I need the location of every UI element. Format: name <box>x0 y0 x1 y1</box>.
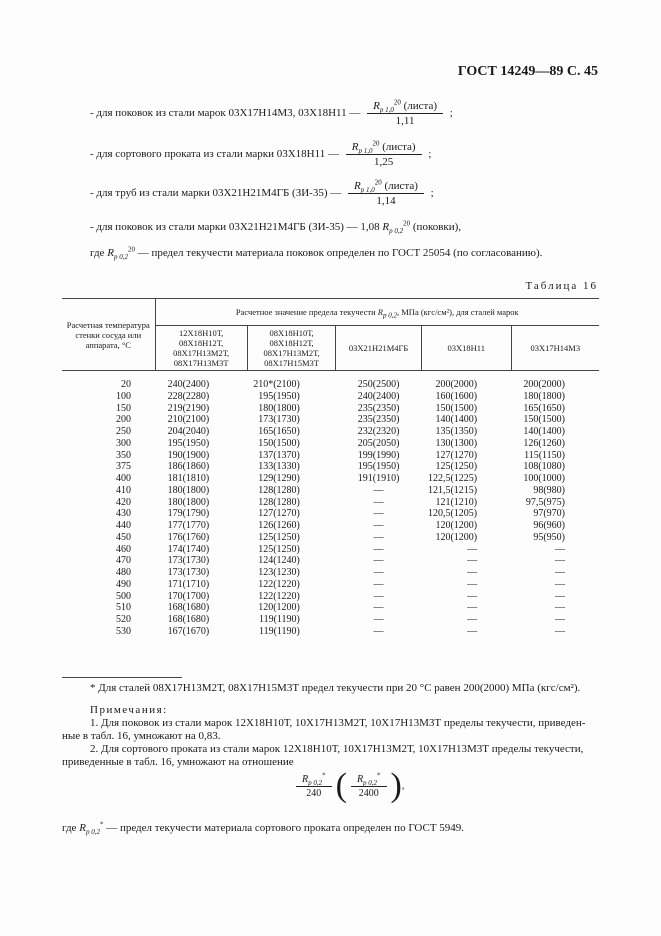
table-row <box>62 473 599 485</box>
temperature-cell: 440 <box>116 520 132 532</box>
table-row <box>62 567 599 579</box>
yield-value-cell: — <box>467 614 478 626</box>
numerator-label: (листа) <box>382 141 416 153</box>
yield-value-cell: 122(1220) <box>258 590 300 602</box>
yield-value-cell: 240(2400) <box>167 379 210 391</box>
table-row <box>62 403 599 415</box>
yield-value-cell: 199(1990) <box>357 449 400 461</box>
notes-title: Примечания: <box>90 704 168 716</box>
note-1-line-2: ные в табл. 16, умножают на 0,83. <box>62 730 221 742</box>
fraction <box>348 180 424 207</box>
fraction <box>367 100 443 127</box>
formula-suffix: (поковки), <box>412 221 462 233</box>
note-2-line-1: 2. Для сортового проката из стали марок 12Х18Н10Т, 10Х17Н13М2Т, 10Х17Н13М3Т пределы текучести, <box>90 743 584 755</box>
table-row <box>62 450 599 462</box>
yield-value-cell: 228(2280) <box>167 390 210 402</box>
fraction <box>351 771 387 799</box>
subscript: p 1,0 <box>360 186 375 195</box>
ratio-suffix: , <box>401 780 405 792</box>
yield-value-cell: 180(1800) <box>167 484 210 496</box>
table-row <box>62 602 599 614</box>
superscript: * <box>99 820 104 829</box>
yield-value-cell: 190(1900) <box>167 449 210 461</box>
yield-value-cell: 232(2320) <box>357 426 400 438</box>
symbol-r: R <box>351 141 359 153</box>
steel-column-header: 03Х21Н21М4ГБ <box>336 326 421 371</box>
table-row <box>62 591 599 603</box>
fraction-denominator: 1,25 <box>374 156 394 168</box>
yield-value-cell: 119(1190) <box>258 614 300 626</box>
yield-value-cell: 126(1260) <box>523 437 565 449</box>
fraction <box>296 771 332 799</box>
where-prefix: где <box>90 247 105 259</box>
yield-value-cell: 127(1270) <box>435 449 478 461</box>
yield-value-cell: — <box>467 602 478 614</box>
page-header: ГОСТ 14249—89 С. 45 <box>457 64 598 79</box>
fraction-denominator: 1,11 <box>395 115 415 127</box>
yield-value-cell: — <box>373 614 384 626</box>
where-text: — предел текучести материала поковок определен по ГОСТ 25054 (по согласованию). <box>137 247 543 259</box>
subscript: p 0,2 <box>389 227 404 236</box>
ratio-formula <box>292 767 405 804</box>
yield-value-cell: 115(1150) <box>524 449 565 461</box>
steel-column-header: 03Х17Н14М3 <box>511 326 599 371</box>
steel-column-header: 03Х18Н11 <box>421 326 511 371</box>
yield-value-cell: 122(1220) <box>258 578 300 590</box>
symbol-r: R <box>356 773 364 785</box>
temperature-cell: 510 <box>116 602 132 614</box>
where-line <box>90 245 543 262</box>
yield-strength-table <box>62 298 599 638</box>
table-body <box>62 371 599 638</box>
yield-value-cell: 130(1300) <box>435 437 478 449</box>
yield-value-cell: 170(1700) <box>167 590 210 602</box>
yield-value-cell: — <box>373 543 384 555</box>
yield-value-cell: 126(1260) <box>258 520 300 532</box>
final-where-line <box>62 820 465 837</box>
yield-value-cell: 123(1230) <box>258 567 300 579</box>
yield-value-cell: — <box>555 543 565 555</box>
table-row <box>62 508 599 520</box>
yield-value-cell: 97(970) <box>533 508 565 520</box>
yield-value-cell: 219(2190) <box>167 402 210 414</box>
yield-value-cell: 165(1650) <box>523 402 565 414</box>
fraction-numerator <box>367 100 443 114</box>
yield-value-cell: 125(1250) <box>258 531 300 543</box>
temperature-cell: 200 <box>116 414 132 426</box>
temperature-cell: 300 <box>116 437 132 449</box>
table-row <box>62 626 599 638</box>
yield-value-cell: 97,5(975) <box>525 496 565 508</box>
temperature-cell: 150 <box>116 402 132 414</box>
yield-value-cell: — <box>467 625 478 637</box>
temperature-cell: 450 <box>116 531 132 543</box>
yield-value-cell: 180(1800) <box>167 496 210 508</box>
yield-value-cell: 205(2050) <box>357 437 400 449</box>
yield-value-cell: 177(1770) <box>167 520 210 532</box>
yield-value-cell: — <box>373 520 384 532</box>
table-row <box>62 544 599 556</box>
formula-prefix: - для сортового проката из стали марки 03Х18Н11 — <box>90 148 339 161</box>
yield-value-cell: — <box>467 578 478 590</box>
yield-value-cell: 128(1280) <box>258 496 300 508</box>
yield-value-cell: 120,5(1205) <box>427 508 478 520</box>
yield-value-cell: — <box>373 602 384 614</box>
yield-value-cell: 181(1810) <box>167 473 210 485</box>
symbol-r: R <box>377 306 383 317</box>
superscript: 20 <box>372 139 380 148</box>
yield-value-cell: — <box>555 625 565 637</box>
temperature-cell: 460 <box>116 543 132 555</box>
yield-value-cell: 129(1290) <box>258 473 300 485</box>
table-row <box>62 438 599 450</box>
yield-value-cell: — <box>467 543 478 555</box>
subscript: p 0,2 <box>363 778 378 787</box>
yield-value-cell: 108(1080) <box>523 461 565 473</box>
yield-value-cell: 124(1240) <box>258 555 300 567</box>
group-header-text: Расчетное значение предела текучести <box>235 306 376 317</box>
yield-value-cell: — <box>467 567 478 579</box>
temperature-cell: 400 <box>116 473 132 485</box>
table-row <box>62 414 599 426</box>
formula-prefix: - для поковок из стали марок 03Х17Н14М3, 03Х18Н11 — <box>90 107 361 120</box>
table-row <box>62 520 599 532</box>
yield-value-cell: 140(1400) <box>435 414 478 426</box>
yield-value-cell: 125(1250) <box>258 543 300 555</box>
yield-value-cell: 137(1370) <box>258 449 300 461</box>
fraction-numerator <box>296 771 332 787</box>
yield-value-cell: 150(1500) <box>435 402 478 414</box>
yield-value-cell: 98(980) <box>533 484 565 496</box>
temperature-column-header: Расчетная температура стенки сосуда или аппарата, °С <box>62 299 155 371</box>
table-row <box>62 426 599 438</box>
temperature-cell: 420 <box>116 496 132 508</box>
subscript: p 1,0 <box>379 106 394 115</box>
yield-value-cell: 191(1910) <box>357 473 400 485</box>
yield-value-cell: 168(1680) <box>167 602 210 614</box>
yield-value-cell: — <box>555 614 565 626</box>
yield-value-cell: 122,5(1225) <box>427 473 478 485</box>
symbol-r: R <box>107 247 114 259</box>
yield-value-cell: 195(1950) <box>357 461 400 473</box>
yield-value-cell: — <box>373 578 384 590</box>
superscript: * <box>322 771 326 780</box>
symbol-r: R <box>382 221 390 233</box>
table-header-row <box>62 299 599 326</box>
yield-value-cell: 133(1330) <box>258 461 300 473</box>
yield-value-cell: 96(960) <box>533 520 565 532</box>
fraction-denominator: 2400 <box>358 787 379 799</box>
table-row <box>62 461 599 473</box>
formula-prefix: - для поковок из стали марки 03Х21Н21М4ГБ (ЗИ-35) — 1,08 <box>90 221 380 233</box>
symbol-r: R <box>302 773 309 785</box>
note-2-line-2: приведенные в табл. 16, умножают на отношение <box>62 756 294 768</box>
table-spacer <box>62 371 599 380</box>
superscript: 20 <box>393 98 401 107</box>
subscript: p 1,0 <box>358 147 373 156</box>
yield-value-cell: 165(1650) <box>258 426 300 438</box>
table-row <box>62 485 599 497</box>
yield-value-cell: 127(1270) <box>258 508 300 520</box>
formula-prefix: - для труб из стали марки 03Х21Н21М4ГБ (ЗИ-35) — <box>90 187 342 200</box>
yield-value-cell: — <box>373 625 384 637</box>
superscript: 20 <box>127 245 135 254</box>
yield-value-cell: 250(2500) <box>357 379 400 391</box>
yield-value-cell: 128(1280) <box>258 484 300 496</box>
yield-value-cell: 121,5(1215) <box>427 484 478 496</box>
yield-value-cell: — <box>373 508 384 520</box>
numerator-label: (листа) <box>384 180 418 192</box>
temperature-cell: 530 <box>116 625 132 637</box>
yield-value-cell: — <box>555 567 565 579</box>
yield-value-cell: 174(1740) <box>167 543 210 555</box>
footnote-divider <box>62 677 182 678</box>
formula-line-forgings-zi35 <box>90 219 462 236</box>
yield-value-cell: 135(1350) <box>435 426 478 438</box>
yield-value-cell: 171(1710) <box>167 578 210 590</box>
symbol-r: R <box>79 822 86 834</box>
yield-value-cell: 195(1950) <box>258 390 300 402</box>
yield-value-cell: 210(2100) <box>167 414 210 426</box>
yield-value-cell: 125(1250) <box>435 461 478 473</box>
yield-value-cell: — <box>555 555 565 567</box>
group-column-header <box>155 299 599 326</box>
subscript: p 0,2 <box>308 778 323 787</box>
temperature-cell: 20 <box>121 379 132 391</box>
where-prefix: где <box>62 822 77 834</box>
yield-value-cell: — <box>373 531 384 543</box>
fraction-denominator: 240 <box>306 787 322 799</box>
yield-value-cell: 200(2000) <box>435 379 478 391</box>
yield-value-cell: — <box>555 602 565 614</box>
yield-value-cell: — <box>373 496 384 508</box>
yield-value-cell: 150(1500) <box>523 414 565 426</box>
fraction-numerator <box>346 141 422 155</box>
table-caption: Таблица 16 <box>525 280 598 292</box>
yield-value-cell: 235(2350) <box>357 402 400 414</box>
table-row <box>62 379 599 391</box>
where-text: — предел текучести материала сортового проката определен по ГОСТ 5949. <box>106 822 465 834</box>
subscript: p 0,2 <box>85 828 100 837</box>
yield-value-cell: 210*(2100) <box>253 379 300 391</box>
yield-value-cell: 120(1200) <box>258 602 300 614</box>
table-row <box>62 497 599 509</box>
yield-value-cell: 95(950) <box>533 531 565 543</box>
yield-value-cell: — <box>555 590 565 602</box>
temperature-cell: 250 <box>116 426 132 438</box>
yield-value-cell: 235(2350) <box>357 414 400 426</box>
steel-column-header: 08Х18Н10Т, 08Х18Н12Т, 08Х17Н13М2Т, 08Х17Н15М3Т <box>247 326 336 371</box>
fraction-numerator <box>351 771 387 787</box>
formula-suffix: ; <box>449 107 453 120</box>
subscript: p 0,2 <box>113 253 128 262</box>
formula-suffix: ; <box>428 148 432 161</box>
yield-value-cell: 168(1680) <box>167 614 210 626</box>
yield-value-cell: 186(1860) <box>167 461 210 473</box>
formula-line-forgings <box>90 100 453 127</box>
right-paren: ) <box>390 767 402 804</box>
superscript: 20 <box>374 178 382 187</box>
yield-value-cell: 173(1730) <box>258 414 300 426</box>
yield-value-cell: 173(1730) <box>167 567 210 579</box>
temperature-cell: 480 <box>116 567 132 579</box>
formula-line-pipes <box>90 180 434 207</box>
subscript: p 0,2 <box>383 311 397 320</box>
yield-value-cell: 179(1790) <box>167 508 210 520</box>
yield-value-cell: 204(2040) <box>167 426 210 438</box>
symbol-r: R <box>354 180 361 192</box>
numerator-label: (листа) <box>403 100 438 112</box>
yield-value-cell: 195(1950) <box>167 437 210 449</box>
table-row <box>62 391 599 403</box>
yield-value-cell: — <box>467 590 478 602</box>
yield-value-cell: — <box>373 555 384 567</box>
yield-value-cell: — <box>373 567 384 579</box>
yield-value-cell: 180(1800) <box>258 402 300 414</box>
temperature-cell: 490 <box>116 578 132 590</box>
superscript: 20 <box>403 219 411 228</box>
temperature-cell: 410 <box>116 484 132 496</box>
yield-value-cell: — <box>467 555 478 567</box>
yield-value-cell: 100(1000) <box>523 473 565 485</box>
table-row <box>62 614 599 626</box>
temperature-cell: 375 <box>116 461 132 473</box>
group-header-text-end: , МПа (кгс/см²), для сталей марок <box>397 306 519 317</box>
table-row <box>62 532 599 544</box>
fraction-denominator: 1,14 <box>376 195 396 207</box>
superscript: * <box>377 771 381 780</box>
yield-value-cell: 240(2400) <box>357 390 400 402</box>
yield-value-cell: 173(1730) <box>167 555 210 567</box>
steel-column-header: 12Х18Н10Т, 08Х18Н12Т, 08Х17Н13М2Т, 08Х17Н13М3Т <box>155 326 247 371</box>
temperature-cell: 430 <box>116 508 132 520</box>
table-row <box>62 579 599 591</box>
yield-value-cell: 119(1190) <box>258 625 300 637</box>
yield-value-cell: 176(1760) <box>167 531 210 543</box>
yield-value-cell: — <box>373 590 384 602</box>
yield-value-cell: 160(1600) <box>435 390 478 402</box>
yield-value-cell: 150(1500) <box>258 437 300 449</box>
temperature-cell: 520 <box>116 614 132 626</box>
fraction-numerator <box>348 180 424 194</box>
yield-value-cell: 167(1670) <box>167 625 210 637</box>
yield-value-cell: 120(1200) <box>435 520 478 532</box>
temperature-cell: 100 <box>116 390 132 402</box>
note-1-line-1: 1. Для поковок из стали марок 12Х18Н10Т, 10Х17Н13М2Т, 10Х17Н13М3Т пределы текучести, приведен- <box>90 717 586 729</box>
fraction <box>346 141 422 168</box>
temperature-cell: 500 <box>116 590 132 602</box>
temperature-cell: 350 <box>116 449 132 461</box>
formula-suffix: ; <box>430 187 434 200</box>
footnote: * Для сталей 08Х17Н13М2Т, 08Х17Н15М3Т предел текучести при 20 °С равен 200(2000) МПа (кгс/см²). <box>90 682 581 694</box>
left-paren: ( <box>335 767 347 804</box>
yield-value-cell: 120(1200) <box>435 531 478 543</box>
symbol-r: R <box>373 100 380 112</box>
yield-value-cell: 140(1400) <box>523 426 565 438</box>
table-row <box>62 555 599 567</box>
yield-value-cell: 180(1800) <box>523 390 565 402</box>
yield-value-cell: — <box>555 578 565 590</box>
temperature-cell: 470 <box>116 555 132 567</box>
yield-value-cell: — <box>373 484 384 496</box>
formula-line-bar-stock <box>90 141 431 168</box>
yield-value-cell: 121(1210) <box>435 496 478 508</box>
yield-value-cell: 200(2000) <box>523 379 565 391</box>
